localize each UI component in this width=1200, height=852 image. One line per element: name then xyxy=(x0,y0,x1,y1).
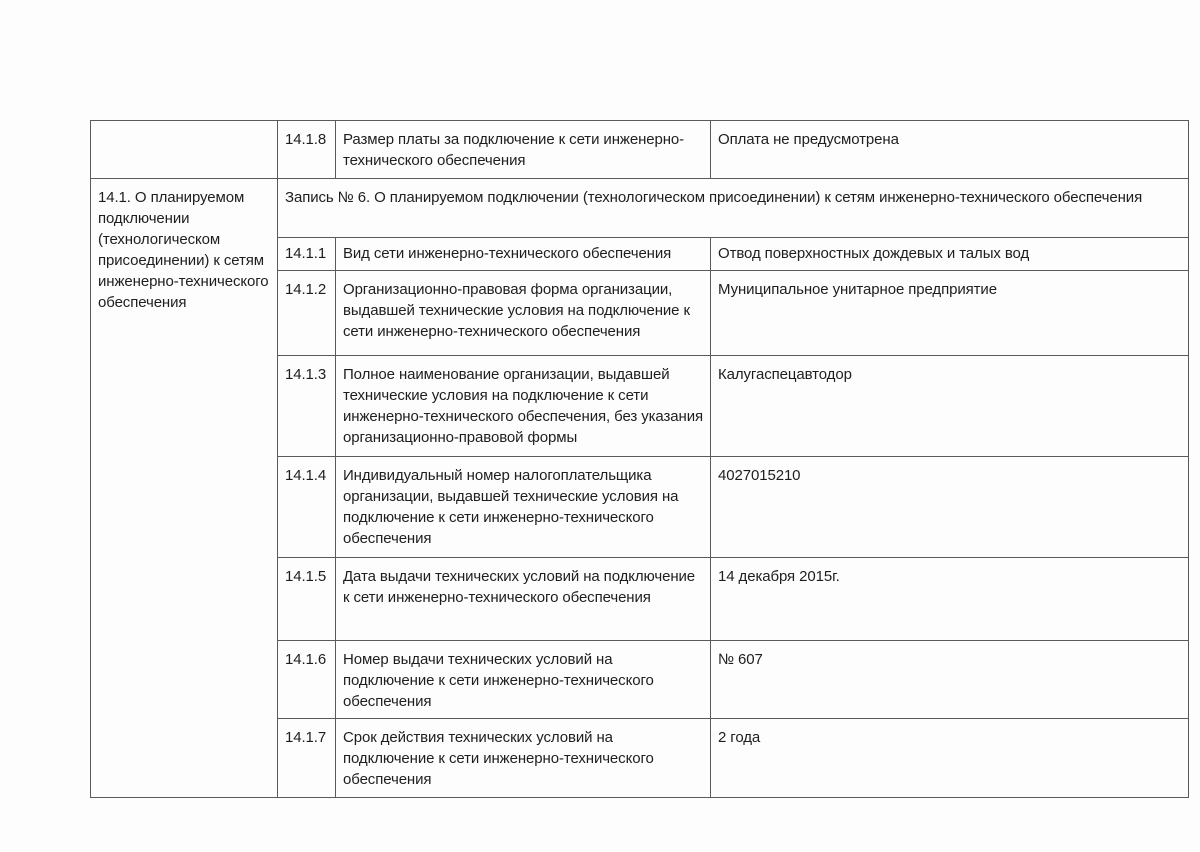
section-cell-empty xyxy=(91,121,278,179)
row-number: 14.1.5 xyxy=(278,558,336,641)
row-label: Полное наименование организации, выдавшей технические условия на подключение к сети инженерно-технического обеспечения, без указания организационно-правовой формы xyxy=(336,356,711,457)
row-value: 14 декабря 2015г. xyxy=(711,558,1189,641)
section-label: 14.1. О планируемом подключении (технологическом присоединении) к сетям инженерно-технического обеспечения xyxy=(91,179,278,798)
row-value: 2 года xyxy=(711,719,1189,798)
row-number: 14.1.3 xyxy=(278,356,336,457)
row-value: Муниципальное унитарное предприятие xyxy=(711,271,1189,356)
record-header-row xyxy=(91,179,1189,238)
row-number: 14.1.1 xyxy=(278,238,336,271)
connection-info-table xyxy=(90,120,1189,798)
row-label: Номер выдачи технических условий на подключение к сети инженерно-технического обеспечения xyxy=(336,641,711,719)
row-label: Вид сети инженерно-технического обеспечения xyxy=(336,238,711,271)
row-number: 14.1.7 xyxy=(278,719,336,798)
row-number: 14.1.8 xyxy=(278,121,336,179)
row-label: Индивидуальный номер налогоплательщика организации, выдавшей технические условия на подключение к сети инженерно-технического обеспечения xyxy=(336,457,711,558)
row-value: № 607 xyxy=(711,641,1189,719)
row-label: Размер платы за подключение к сети инженерно-технического обеспечения xyxy=(336,121,711,179)
row-value: 4027015210 xyxy=(711,457,1189,558)
row-value: Отвод поверхностных дождевых и талых вод xyxy=(711,238,1189,271)
row-number: 14.1.4 xyxy=(278,457,336,558)
record-title: Запись № 6. О планируемом подключении (технологическом присоединении) к сетям инженерно-технического обеспечения xyxy=(278,179,1189,238)
row-label: Дата выдачи технических условий на подключение к сети инженерно-технического обеспечения xyxy=(336,558,711,641)
row-label: Срок действия технических условий на подключение к сети инженерно-технического обеспечения xyxy=(336,719,711,798)
table-row xyxy=(91,121,1189,179)
row-number: 14.1.6 xyxy=(278,641,336,719)
row-number: 14.1.2 xyxy=(278,271,336,356)
row-value: Оплата не предусмотрена xyxy=(711,121,1189,179)
row-label: Организационно-правовая форма организации, выдавшей технические условия на подключение к сети инженерно-технического обеспечения xyxy=(336,271,711,356)
row-value: Калугаспецавтодор xyxy=(711,356,1189,457)
